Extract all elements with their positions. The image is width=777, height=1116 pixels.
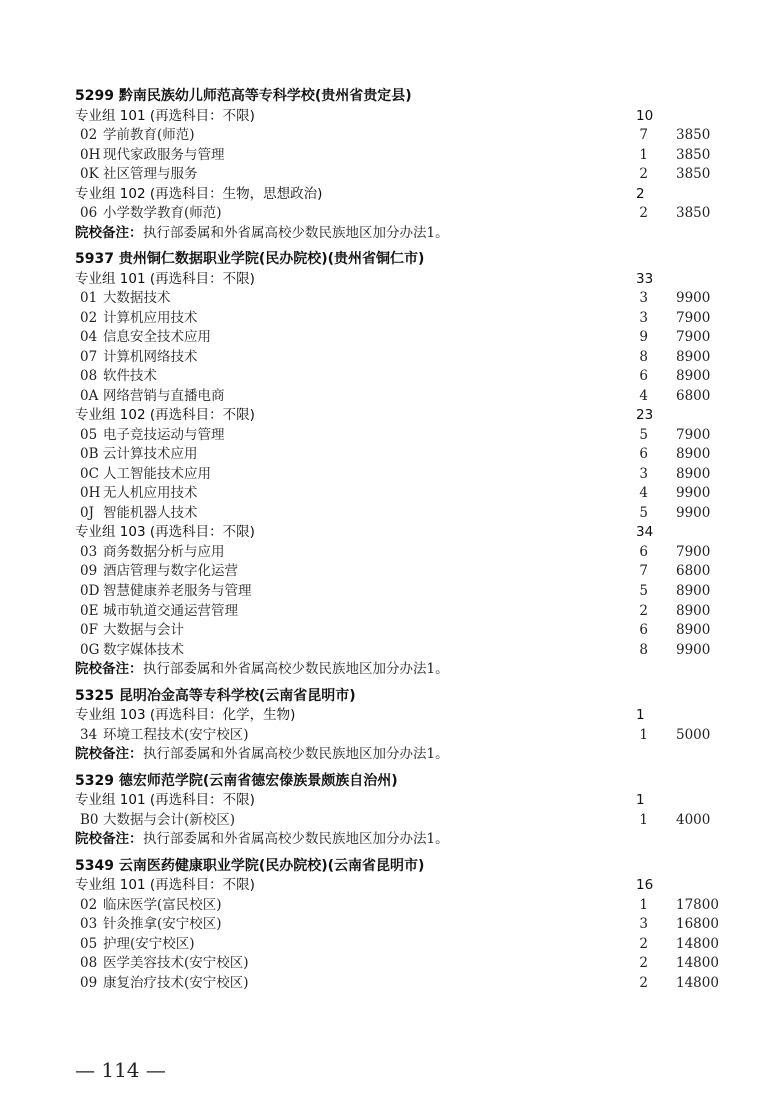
major-code: 0F bbox=[80, 622, 98, 638]
major-name: 商务数据分析与应用 bbox=[103, 544, 225, 560]
major-name: 网络营销与直播电商 bbox=[103, 388, 225, 404]
group-row bbox=[0, 184, 777, 204]
group-label: 专业组 103 (再选科目：化学，生物) bbox=[75, 707, 296, 723]
major-name: 电子竞技运动与管理 bbox=[103, 427, 225, 443]
major-row bbox=[0, 164, 777, 184]
major-fee: 14800 bbox=[676, 975, 719, 991]
major-count: 4 bbox=[639, 388, 648, 404]
major-row bbox=[0, 288, 777, 308]
major-row bbox=[0, 464, 777, 484]
major-count: 6 bbox=[639, 368, 648, 384]
group-row bbox=[0, 106, 777, 126]
major-code: 34 bbox=[80, 727, 98, 743]
major-row bbox=[0, 561, 777, 581]
group-count: 2 bbox=[636, 186, 645, 202]
major-count: 1 bbox=[639, 897, 648, 913]
major-fee: 9900 bbox=[676, 485, 711, 501]
major-code: 0K bbox=[80, 166, 99, 182]
major-fee: 3850 bbox=[676, 127, 711, 143]
major-name: 软件技术 bbox=[103, 368, 157, 384]
major-fee: 7900 bbox=[676, 329, 711, 345]
major-count: 9 bbox=[639, 329, 648, 345]
major-fee: 8900 bbox=[676, 466, 711, 482]
group-count: 16 bbox=[636, 877, 654, 893]
major-count: 2 bbox=[639, 975, 648, 991]
major-count: 3 bbox=[639, 916, 648, 932]
major-row bbox=[0, 640, 777, 660]
major-count: 2 bbox=[639, 936, 648, 952]
note-label: 院校备注： bbox=[75, 746, 143, 762]
group-label: 专业组 101 (再选科目：不限) bbox=[75, 108, 255, 124]
major-code: 04 bbox=[80, 329, 98, 345]
major-count: 4 bbox=[639, 485, 648, 501]
major-name: 环境工程技术(安宁校区) bbox=[103, 727, 249, 743]
major-fee: 8900 bbox=[676, 368, 711, 384]
major-row bbox=[0, 425, 777, 445]
major-row bbox=[0, 934, 777, 954]
major-row bbox=[0, 953, 777, 973]
major-name: 大数据与会计(新校区) bbox=[103, 812, 236, 828]
major-row bbox=[0, 581, 777, 601]
major-row bbox=[0, 203, 777, 223]
note-text: 执行部委属和外省属高校少数民族地区加分办法1。 bbox=[143, 746, 449, 762]
major-row bbox=[0, 542, 777, 562]
school-note bbox=[0, 659, 777, 679]
major-fee: 14800 bbox=[676, 955, 719, 971]
major-code: 0J bbox=[80, 505, 95, 521]
major-count: 3 bbox=[639, 290, 648, 306]
major-code: 0H bbox=[80, 485, 101, 501]
major-code: 0D bbox=[80, 583, 100, 599]
major-name: 现代家政服务与管理 bbox=[103, 147, 225, 163]
major-code: 02 bbox=[80, 897, 98, 913]
major-row bbox=[0, 895, 777, 915]
major-name: 智慧健康养老服务与管理 bbox=[103, 583, 252, 599]
major-count: 3 bbox=[639, 466, 648, 482]
major-count: 2 bbox=[639, 166, 648, 182]
major-code: 08 bbox=[80, 368, 98, 384]
major-fee: 8900 bbox=[676, 349, 711, 365]
major-code: 09 bbox=[80, 563, 98, 579]
major-code: 08 bbox=[80, 955, 98, 971]
major-code: B0 bbox=[80, 812, 99, 828]
major-name: 小学数学教育(师范) bbox=[103, 205, 222, 221]
major-row bbox=[0, 725, 777, 745]
major-count: 6 bbox=[639, 446, 648, 462]
group-count: 33 bbox=[636, 271, 654, 287]
school-note bbox=[0, 223, 777, 243]
major-fee: 9900 bbox=[676, 505, 711, 521]
major-fee: 4000 bbox=[676, 812, 711, 828]
school-title-text: 5325 昆明冶金高等专科学校(云南省昆明市) bbox=[75, 688, 356, 704]
school-title-text: 5299 黔南民族幼儿师范高等专科学校(贵州省贵定县) bbox=[75, 88, 412, 104]
page-number: — 114 — bbox=[75, 1058, 166, 1082]
major-code: 01 bbox=[80, 290, 98, 306]
major-code: 0B bbox=[80, 446, 99, 462]
major-row bbox=[0, 810, 777, 830]
major-count: 7 bbox=[639, 127, 648, 143]
major-code: 0H bbox=[80, 147, 101, 163]
school-title bbox=[0, 249, 777, 269]
group-count: 10 bbox=[636, 108, 654, 124]
major-name: 临床医学(富民校区) bbox=[103, 897, 222, 913]
major-name: 云计算技术应用 bbox=[103, 446, 198, 462]
major-count: 2 bbox=[639, 603, 648, 619]
major-fee: 17800 bbox=[676, 897, 719, 913]
major-count: 5 bbox=[639, 505, 648, 521]
major-count: 5 bbox=[639, 583, 648, 599]
school-note bbox=[0, 829, 777, 849]
major-count: 6 bbox=[639, 544, 648, 560]
major-fee: 6800 bbox=[676, 388, 711, 404]
major-row bbox=[0, 145, 777, 165]
major-row bbox=[0, 914, 777, 934]
major-fee: 3850 bbox=[676, 166, 711, 182]
note-label: 院校备注： bbox=[75, 661, 143, 677]
group-row bbox=[0, 875, 777, 895]
major-name: 智能机器人技术 bbox=[103, 505, 198, 521]
major-row bbox=[0, 125, 777, 145]
note-label: 院校备注： bbox=[75, 225, 143, 241]
major-row bbox=[0, 483, 777, 503]
major-code: 0A bbox=[80, 388, 99, 404]
major-row bbox=[0, 444, 777, 464]
major-row bbox=[0, 620, 777, 640]
note-text: 执行部委属和外省属高校少数民族地区加分办法1。 bbox=[143, 831, 449, 847]
group-row bbox=[0, 790, 777, 810]
major-name: 计算机应用技术 bbox=[103, 310, 198, 326]
school-title-text: 5937 贵州铜仁数据职业学院(民办院校)(贵州省铜仁市) bbox=[75, 251, 425, 267]
major-fee: 3850 bbox=[676, 147, 711, 163]
school-note bbox=[0, 744, 777, 764]
school-title-text: 5349 云南医药健康职业学院(民办院校)(云南省昆明市) bbox=[75, 858, 425, 874]
major-count: 2 bbox=[639, 205, 648, 221]
major-code: 02 bbox=[80, 127, 98, 143]
major-fee: 6800 bbox=[676, 563, 711, 579]
major-fee: 16800 bbox=[676, 916, 719, 932]
major-fee: 7900 bbox=[676, 310, 711, 326]
major-count: 6 bbox=[639, 622, 648, 638]
group-label: 专业组 103 (再选科目：不限) bbox=[75, 524, 255, 540]
major-count: 8 bbox=[639, 349, 648, 365]
note-label: 院校备注： bbox=[75, 831, 143, 847]
major-name: 护理(安宁校区) bbox=[103, 936, 195, 952]
major-count: 5 bbox=[639, 427, 648, 443]
major-count: 1 bbox=[639, 727, 648, 743]
major-fee: 8900 bbox=[676, 583, 711, 599]
major-code: 05 bbox=[80, 936, 98, 952]
major-fee: 7900 bbox=[676, 427, 711, 443]
major-fee: 5000 bbox=[676, 727, 711, 743]
major-name: 计算机网络技术 bbox=[103, 349, 198, 365]
school-title-text: 5329 德宏师范学院(云南省德宏傣族景颇族自治州) bbox=[75, 773, 398, 789]
major-fee: 3850 bbox=[676, 205, 711, 221]
major-name: 数字媒体技术 bbox=[103, 642, 184, 658]
major-fee: 8900 bbox=[676, 622, 711, 638]
major-count: 3 bbox=[639, 310, 648, 326]
school-title bbox=[0, 771, 777, 791]
major-code: 06 bbox=[80, 205, 98, 221]
major-row bbox=[0, 503, 777, 523]
major-name: 社区管理与服务 bbox=[103, 166, 198, 182]
major-name: 大数据与会计 bbox=[103, 622, 184, 638]
major-name: 学前教育(师范) bbox=[103, 127, 195, 143]
major-name: 城市轨道交通运营管理 bbox=[103, 603, 238, 619]
major-name: 酒店管理与数字化运营 bbox=[103, 563, 238, 579]
major-count: 7 bbox=[639, 563, 648, 579]
group-row bbox=[0, 522, 777, 542]
group-count: 23 bbox=[636, 407, 654, 423]
major-code: 05 bbox=[80, 427, 98, 443]
major-fee: 9900 bbox=[676, 290, 711, 306]
note-text: 执行部委属和外省属高校少数民族地区加分办法1。 bbox=[143, 661, 449, 677]
major-name: 针灸推拿(安宁校区) bbox=[103, 916, 222, 932]
major-fee: 8900 bbox=[676, 603, 711, 619]
major-count: 8 bbox=[639, 642, 648, 658]
group-label: 专业组 101 (再选科目：不限) bbox=[75, 877, 255, 893]
major-code: 03 bbox=[80, 544, 98, 560]
major-code: 0E bbox=[80, 603, 99, 619]
group-row bbox=[0, 705, 777, 725]
major-code: 07 bbox=[80, 349, 98, 365]
major-name: 康复治疗技术(安宁校区) bbox=[103, 975, 249, 991]
major-row bbox=[0, 308, 777, 328]
major-row bbox=[0, 327, 777, 347]
major-code: 02 bbox=[80, 310, 98, 326]
school-title bbox=[0, 86, 777, 106]
major-name: 人工智能技术应用 bbox=[103, 466, 211, 482]
major-code: 0G bbox=[80, 642, 100, 658]
group-label: 专业组 102 (再选科目：不限) bbox=[75, 407, 255, 423]
major-name: 大数据技术 bbox=[103, 290, 171, 306]
major-row bbox=[0, 347, 777, 367]
major-row bbox=[0, 973, 777, 993]
group-count: 34 bbox=[636, 524, 654, 540]
major-name: 信息安全技术应用 bbox=[103, 329, 211, 345]
major-row bbox=[0, 601, 777, 621]
major-row bbox=[0, 366, 777, 386]
major-count: 1 bbox=[639, 147, 648, 163]
group-count: 1 bbox=[636, 707, 645, 723]
group-label: 专业组 102 (再选科目：生物，思想政治) bbox=[75, 186, 323, 202]
group-count: 1 bbox=[636, 792, 645, 808]
major-fee: 9900 bbox=[676, 642, 711, 658]
group-label: 专业组 101 (再选科目：不限) bbox=[75, 271, 255, 287]
major-count: 2 bbox=[639, 955, 648, 971]
major-code: 03 bbox=[80, 916, 98, 932]
major-name: 无人机应用技术 bbox=[103, 485, 198, 501]
group-label: 专业组 101 (再选科目：不限) bbox=[75, 792, 255, 808]
group-row bbox=[0, 269, 777, 289]
school-title bbox=[0, 856, 777, 876]
major-fee: 7900 bbox=[676, 544, 711, 560]
major-count: 1 bbox=[639, 812, 648, 828]
note-text: 执行部委属和外省属高校少数民族地区加分办法1。 bbox=[143, 225, 449, 241]
group-row bbox=[0, 405, 777, 425]
major-code: 09 bbox=[80, 975, 98, 991]
major-code: 0C bbox=[80, 466, 99, 482]
major-fee: 14800 bbox=[676, 936, 719, 952]
major-fee: 8900 bbox=[676, 446, 711, 462]
school-title bbox=[0, 686, 777, 706]
major-name: 医学美容技术(安宁校区) bbox=[103, 955, 249, 971]
major-row bbox=[0, 386, 777, 406]
